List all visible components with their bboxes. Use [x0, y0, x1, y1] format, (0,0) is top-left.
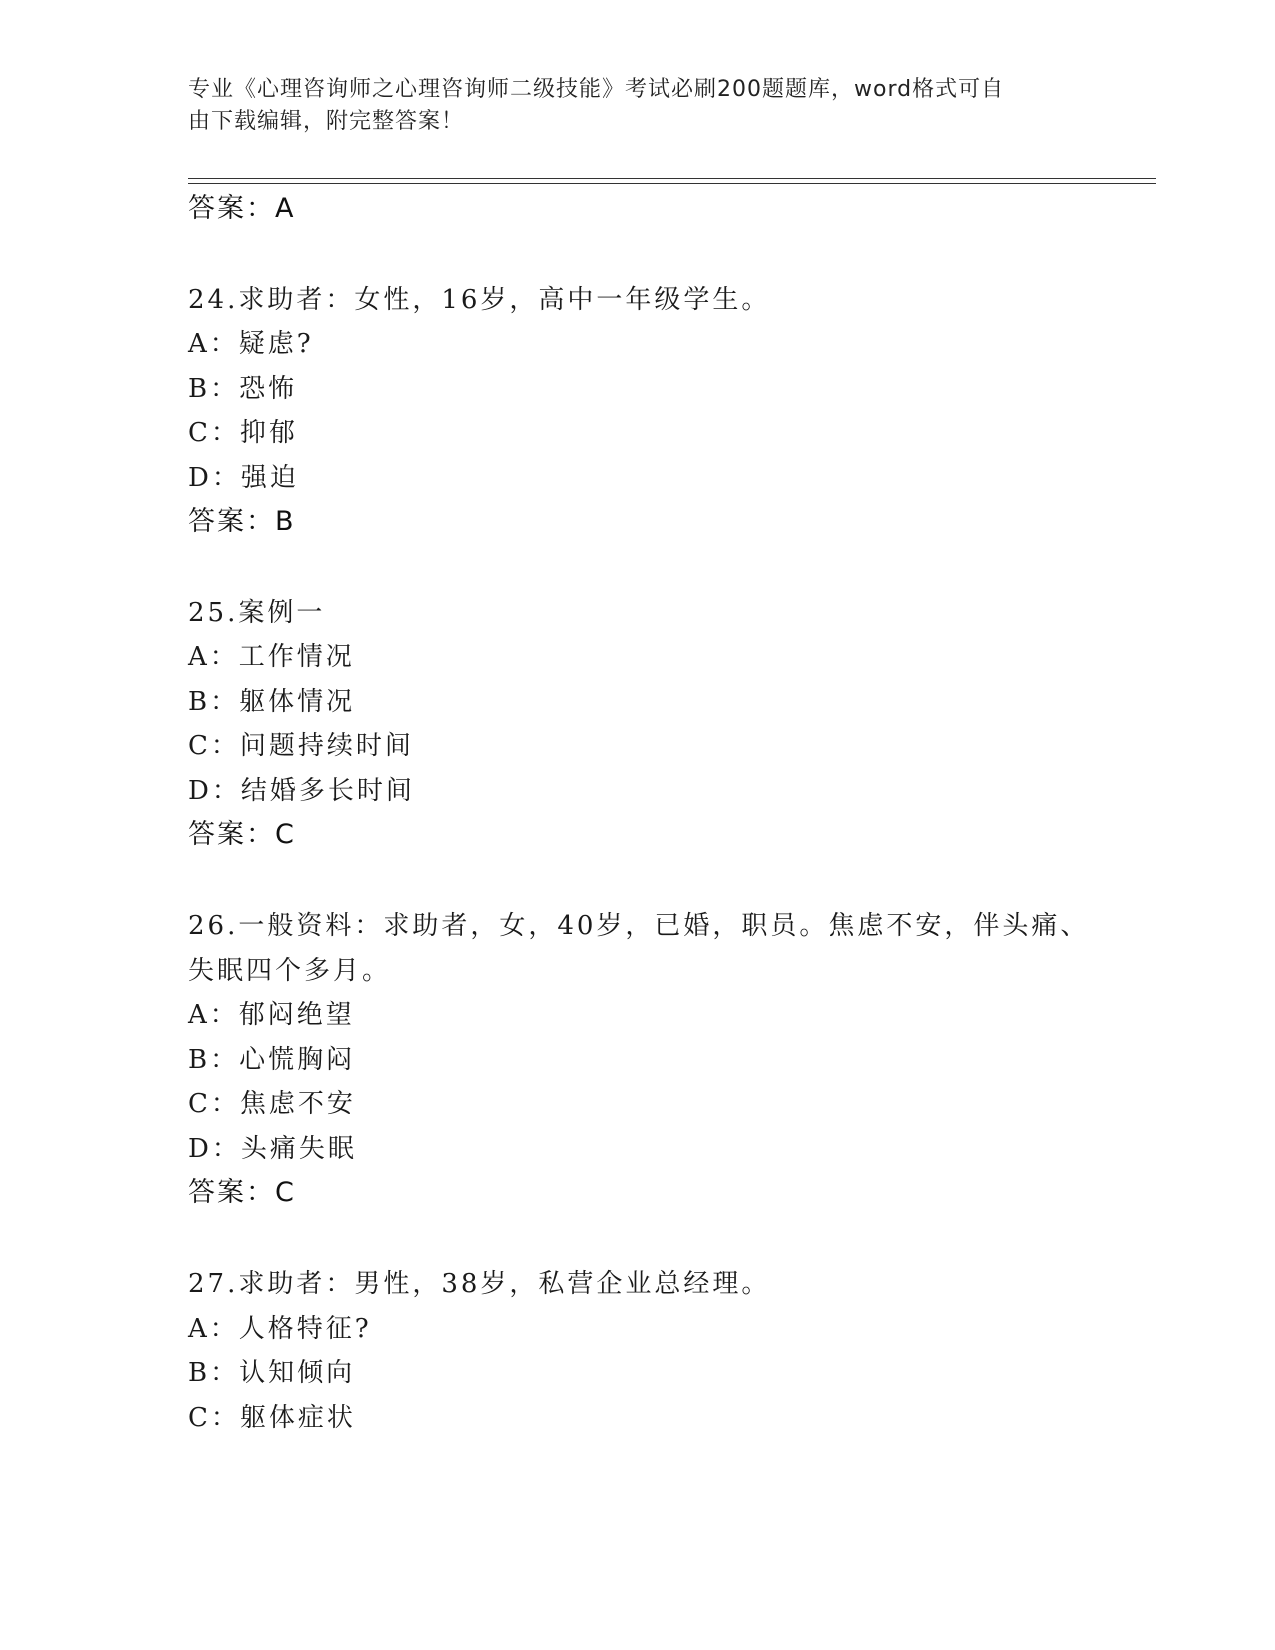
- question-25-option-c: C：问题持续时间: [188, 731, 414, 761]
- question-24-option-c: C：抑郁: [188, 418, 298, 448]
- question-26-option-a: A：郁闷绝望: [188, 1000, 355, 1030]
- question-24-option-b: B：恐怖: [188, 374, 298, 404]
- question-26-option-c: C：焦虑不安: [188, 1089, 356, 1119]
- question-25-stem: 25.案例一: [188, 598, 326, 628]
- question-27-stem: 27.求助者：男性，38岁，私营企业总经理。: [188, 1269, 771, 1299]
- question-27-option-c: C：躯体症状: [188, 1403, 356, 1433]
- question-25-option-d: D：结婚多长时间: [188, 776, 415, 806]
- answer-24: 答案：B: [188, 506, 296, 537]
- header-divider-bottom: [188, 183, 1156, 184]
- question-24-option-a: A：疑虑?: [188, 329, 314, 359]
- question-26-stem-line-1: 26.一般资料：求助者，女，40岁，已婚，职员。焦虑不安，伴头痛、: [188, 911, 1090, 941]
- question-25-option-a: A：工作情况: [188, 642, 355, 672]
- question-26-stem-line-2: 失眠四个多月。: [188, 956, 392, 986]
- header-line-1: 专业《心理咨询师之心理咨询师二级技能》考试必刷200题题库，word格式可自: [188, 77, 1005, 102]
- answer-26: 答案：C: [188, 1177, 296, 1208]
- answer-25: 答案：C: [188, 819, 296, 850]
- question-26-option-d: D：头痛失眠: [188, 1134, 357, 1164]
- header-divider-top: [188, 178, 1156, 179]
- question-25-option-b: B：躯体情况: [188, 687, 356, 717]
- question-27-option-a: A：人格特征?: [188, 1314, 372, 1344]
- question-26-option-b: B：心慌胸闷: [188, 1045, 356, 1075]
- question-27-option-b: B：认知倾向: [188, 1358, 356, 1388]
- question-24-option-d: D：强迫: [188, 463, 299, 493]
- question-24-stem: 24.求助者：女性，16岁，高中一年级学生。: [188, 285, 771, 315]
- header-line-2: 由下载编辑，附完整答案！: [188, 109, 465, 134]
- answer-23: 答案：A: [188, 193, 296, 224]
- document-header: [188, 74, 1068, 138]
